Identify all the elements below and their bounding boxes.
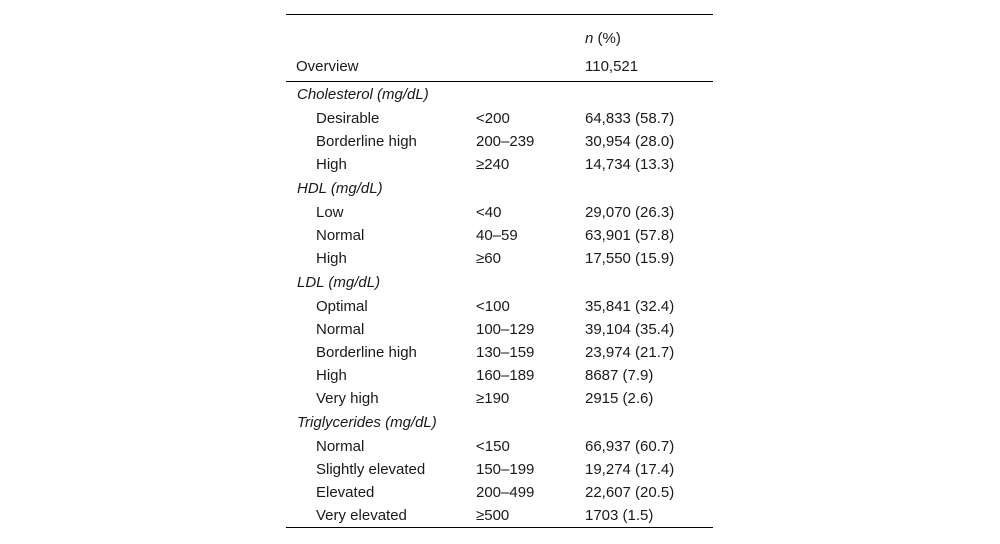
row-value: 66,937 (60.7): [585, 438, 675, 455]
group-title: LDL (mg/dL): [297, 274, 381, 291]
row-value: 17,550 (15.9): [585, 250, 675, 267]
row-range: 130–159: [476, 344, 535, 361]
table-row: [286, 224, 713, 247]
row-label: Borderline high: [316, 133, 417, 150]
group-header-row: [286, 410, 713, 435]
row-label: Normal: [316, 438, 365, 455]
row-range: 150–199: [476, 461, 535, 478]
row-value: 29,070 (26.3): [585, 204, 675, 221]
row-value: 30,954 (28.0): [585, 133, 675, 150]
row-value: 64,833 (58.7): [585, 110, 675, 127]
row-range: <150: [476, 438, 510, 455]
group-title: HDL (mg/dL): [297, 180, 383, 197]
row-range: 200–239: [476, 133, 535, 150]
overview-value: 110,521: [585, 51, 713, 82]
table-row: [286, 201, 713, 224]
row-label: Normal: [316, 227, 365, 244]
row-range: 200–499: [476, 484, 535, 501]
row-label: Normal: [316, 321, 365, 338]
row-value: 63,901 (57.8): [585, 227, 675, 244]
table-row: [286, 247, 713, 270]
table-row: [286, 153, 713, 176]
row-range: <40: [476, 204, 502, 221]
n-symbol: n: [585, 30, 594, 47]
group-header-row: [286, 270, 713, 295]
row-range: 40–59: [476, 227, 518, 244]
table-row: [286, 130, 713, 153]
row-range: 160–189: [476, 367, 535, 384]
percent-label: (%): [597, 30, 621, 47]
group-header-row: [286, 82, 713, 108]
header-row: [286, 15, 713, 51]
table-row: [286, 387, 713, 410]
table-row: [286, 341, 713, 364]
row-label: High: [316, 156, 347, 173]
table-row: [286, 481, 713, 504]
overview-row: [286, 51, 713, 82]
overview-label: Overview: [286, 51, 476, 82]
table-row: [286, 458, 713, 481]
row-label: Low: [316, 204, 344, 221]
row-range: ≥240: [476, 156, 510, 173]
row-value: 23,974 (21.7): [585, 344, 675, 361]
table-body: [286, 15, 713, 528]
lipid-table: [286, 14, 713, 528]
group-title: Cholesterol (mg/dL): [297, 86, 429, 103]
row-value: 35,841 (32.4): [585, 298, 675, 315]
table-row: [286, 107, 713, 130]
row-value: 14,734 (13.3): [585, 156, 675, 173]
row-label: Very elevated: [286, 504, 476, 528]
row-label: Desirable: [316, 110, 380, 127]
group-title: Triglycerides (mg/dL): [297, 414, 437, 431]
row-range: 100–129: [476, 321, 535, 338]
row-value: 8687 (7.9): [585, 367, 654, 384]
row-range: <100: [476, 298, 510, 315]
row-range: ≥60: [476, 250, 501, 267]
overview-empty: [476, 51, 585, 82]
table-row: [286, 364, 713, 387]
row-label: Elevated: [316, 484, 375, 501]
table-row: [286, 504, 713, 528]
table-row: [286, 295, 713, 318]
row-label: Slightly elevated: [316, 461, 426, 478]
row-value: 39,104 (35.4): [585, 321, 675, 338]
table-row: [286, 318, 713, 341]
table-row: [286, 435, 713, 458]
header-empty-1: [286, 15, 476, 51]
row-value: 22,607 (20.5): [585, 484, 675, 501]
row-value: 2915 (2.6): [585, 390, 654, 407]
row-label: High: [316, 250, 347, 267]
row-label: Very high: [316, 390, 379, 407]
row-range: ≥500: [476, 504, 585, 528]
group-header-row: [286, 176, 713, 201]
row-range: <200: [476, 110, 510, 127]
n-percent-header: [585, 15, 713, 51]
row-label: Borderline high: [316, 344, 417, 361]
row-value: 1703 (1.5): [585, 504, 713, 528]
row-range: ≥190: [476, 390, 510, 407]
data-table-container: [286, 14, 713, 528]
row-label: Optimal: [316, 298, 368, 315]
header-empty-2: [476, 15, 585, 51]
row-value: 19,274 (17.4): [585, 461, 675, 478]
row-label: High: [316, 367, 347, 384]
